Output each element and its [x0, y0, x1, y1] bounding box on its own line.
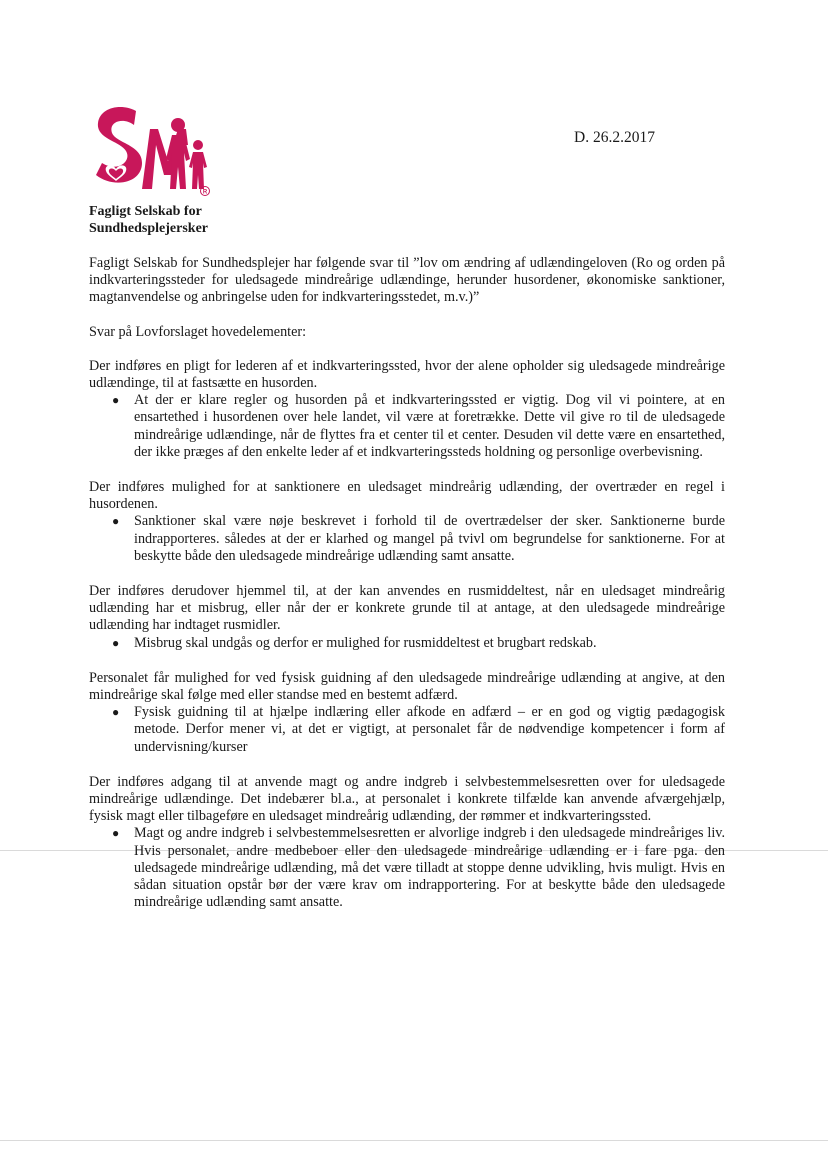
subheading: Svar på Lovforslaget hovedelementer: — [89, 323, 307, 340]
organization-name — [89, 203, 208, 237]
section-lead: Der indføres derudover hjemmel til, at der kan anvendes en rusmiddeltest, når en uledsaget mindreårig udlænding har et misbrug, eller når der er konkrete grunde til at antage, at den uledsagede mindreårige udlænding har indtaget rusmidler. — [89, 583, 725, 634]
list-item — [89, 392, 725, 461]
bullet-list — [89, 704, 725, 756]
section-lead: Der indføres en pligt for lederen af et indkvarteringssted, hvor der alene opholder sig uledsagede mindreårige udlændinge, til at fastsætte en husorden. — [89, 357, 725, 392]
bullet-text: Sanktioner skal være nøje beskrevet i forhold til de overtrædelser der sker. Sanktionerne burde indrapporteres. således at der er klarhed og mangel på tvivl om begrundelse for sanktionerne. For at beskytte både den uledsagede mindreårige udlænding samt ansatte. — [134, 513, 725, 564]
document-body — [89, 255, 725, 930]
bullet-icon: ● — [112, 635, 120, 650]
bullet-text: At der er klare regler og husorden på et indkvarteringssted er vigtig. Dog vil vi pointere, at en ensartethed i husordenen over hele landet, vil være at foretrække. Dette vil give ro til de uledsagede mindreårige udlændinge, når de flyttes fra et center til et center. Desuden vil dette være en ensartethed, der ikke præges af den enkelte leder af et indkvarteringssteds holdning og personlige overbevisning. — [134, 392, 725, 460]
bullet-list — [89, 513, 725, 565]
section-lead: Der indføres adgang til at anvende magt og andre indgreb i selvbestemmelsesretten over for uledsagede mindreårige udlændinge. Det indebærer bl.a., at personalet i konkrete tilfælde kan anvende afværgehjælp, fysisk magt eller tilbageføre en uledsaget mindreårig udlænding, der rømmer et indkvarteringssted. — [89, 773, 725, 825]
list-item — [89, 513, 725, 565]
bullet-list — [89, 392, 725, 461]
bullet-text: Misbrug skal undgås og derfor er mulighed for rusmiddeltest et brugbart redskab. — [134, 634, 597, 651]
bullet-text: Fysisk guidning til at hjælpe indlæring eller afkode en adfærd – er en god og vigtig pædagogisk metode. Derfor mener vi, at det er vigtigt, at personalet får de nødvendige kompetencer i form af undervisning/kurser — [134, 704, 725, 755]
svg-text:R: R — [202, 189, 208, 196]
bullet-list — [89, 825, 725, 911]
organization-name-line2: Sundhedsplejersker — [89, 221, 209, 236]
section — [89, 774, 725, 912]
bullet-list — [89, 635, 725, 652]
section — [89, 670, 725, 756]
organization-name-line1: Fagligt Selskab for — [89, 204, 202, 219]
section-lead: Personalet får mulighed for ved fysisk guidning af den uledsagede mindreårige udlænding at angive, at den mindreårige skal følge med eller standse med en bestemt adfærd. — [89, 669, 725, 704]
document-date: D. 26.2.2017 — [574, 129, 655, 146]
bullet-text: Magt og andre indgreb i selvbestemmelsesretten er alvorlige indgreb i den uledsagede mindreåriges liv. Hvis personalet, andre medbeboer eller den uledsagede mindreårige udlænding er i fare pga. den uledsagede mindreårige udlænding, må det være tilladt at stoppe denne udvikling, hvis muligt. Hvis en sådan situation opstår bør der være krav om indrapportering. For at beskytte både den uledsagede mindreårige udlænding samt ansatte. — [134, 825, 725, 911]
list-item — [89, 825, 725, 911]
bullet-icon: ● — [112, 705, 120, 720]
bullet-icon: ● — [112, 393, 120, 408]
list-item — [89, 635, 725, 652]
intro-paragraph: Fagligt Selskab for Sundhedsplejer har følgende svar til ”lov om ændring af udlændingeloven (Ro og orden på indkvarteringssteder for uledsagede mindreårige udlændinge, herunder husordener, økonomiske sanktioner, magtanvendelse og anbringelse uden for indkvarteringsstedet, m.v.)” — [89, 255, 725, 306]
bullet-icon: ● — [112, 826, 120, 841]
section — [89, 358, 725, 461]
bullet-icon: ● — [112, 514, 120, 529]
section — [89, 583, 725, 652]
section — [89, 479, 725, 565]
organization-logo — [92, 105, 218, 197]
section-lead: Der indføres mulighed for at sanktionere en uledsaget mindreårig udlænding, der overtræder en regel i husordenen. — [89, 479, 725, 513]
scan-artifact — [0, 1140, 828, 1141]
list-item — [89, 704, 725, 756]
